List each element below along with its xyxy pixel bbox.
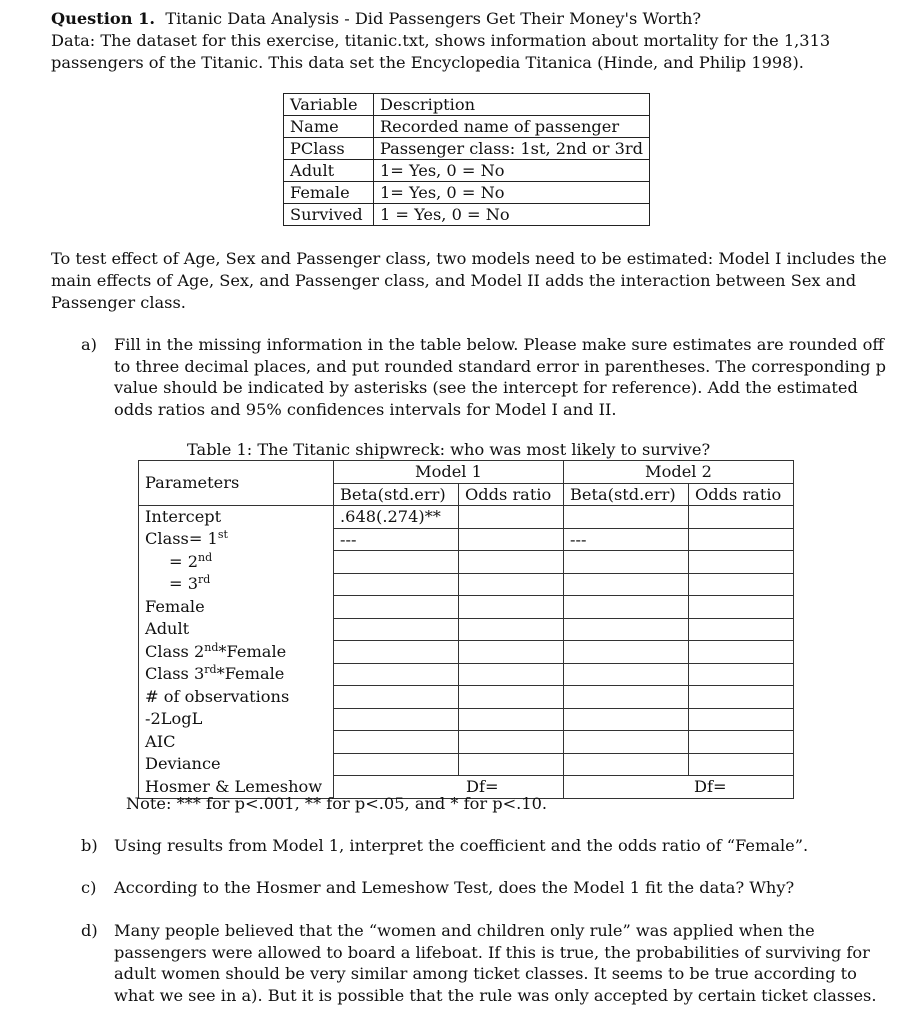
variable-cell: Survived bbox=[284, 204, 374, 226]
variable-cell: PClass bbox=[284, 138, 374, 160]
part-d-label: d) bbox=[81, 921, 98, 940]
model-2-beta-header: Beta(std.err) bbox=[564, 483, 689, 506]
deviance-label: Deviance bbox=[139, 753, 334, 776]
question-label: Question 1. bbox=[51, 9, 156, 28]
question-heading bbox=[51, 8, 701, 30]
female-label: Female bbox=[139, 596, 334, 619]
part-c-label: c) bbox=[81, 878, 97, 897]
empty-cell bbox=[334, 731, 459, 754]
empty-cell bbox=[564, 551, 689, 574]
class-3rd-label: = 3rd bbox=[139, 573, 334, 596]
intro-line-2: main effects of Age, Sex, and Passenger class, and Model II adds the interaction between Sex and bbox=[51, 271, 857, 290]
table-row bbox=[139, 641, 794, 664]
model-2-header: Model 2 bbox=[564, 461, 794, 484]
empty-cell bbox=[334, 596, 459, 619]
empty-cell bbox=[459, 506, 564, 529]
table-row bbox=[284, 116, 650, 138]
empty-cell bbox=[689, 573, 794, 596]
part-b-text: Using results from Model 1, interpret the coefficient and the odds ratio of “Female”. bbox=[114, 836, 809, 855]
table-row bbox=[139, 753, 794, 776]
table-caption: Table 1: The Titanic shipwreck: who was most likely to survive? bbox=[187, 440, 711, 459]
table-row bbox=[139, 686, 794, 709]
empty-cell bbox=[689, 731, 794, 754]
table-row bbox=[284, 204, 650, 226]
table-row bbox=[284, 160, 650, 182]
table-row bbox=[139, 663, 794, 686]
variable-table bbox=[283, 93, 650, 226]
empty-cell bbox=[564, 753, 689, 776]
empty-cell bbox=[689, 686, 794, 709]
empty-cell bbox=[689, 551, 794, 574]
table-row bbox=[139, 551, 794, 574]
empty-cell bbox=[334, 641, 459, 664]
variable-table-header bbox=[284, 94, 650, 116]
hl-m1-df: Df= bbox=[334, 776, 564, 799]
description-cell: 1= Yes, 0 = No bbox=[373, 182, 649, 204]
table-row bbox=[139, 596, 794, 619]
class2-female-label: Class 2nd*Female bbox=[139, 641, 334, 664]
intercept-label: Intercept bbox=[139, 506, 334, 529]
table-row bbox=[139, 731, 794, 754]
empty-cell bbox=[334, 753, 459, 776]
results-table bbox=[138, 460, 794, 799]
empty-cell bbox=[689, 753, 794, 776]
empty-cell bbox=[564, 641, 689, 664]
class-1st-label: Class= 1st bbox=[139, 528, 334, 551]
empty-cell bbox=[689, 596, 794, 619]
model-2-odds-header: Odds ratio bbox=[689, 483, 794, 506]
table-row bbox=[139, 618, 794, 641]
empty-cell bbox=[564, 708, 689, 731]
empty-cell bbox=[459, 663, 564, 686]
variable-cell: Female bbox=[284, 182, 374, 204]
empty-cell bbox=[334, 573, 459, 596]
empty-cell bbox=[564, 686, 689, 709]
table-row bbox=[284, 182, 650, 204]
table-row bbox=[139, 506, 794, 529]
empty-cell bbox=[459, 641, 564, 664]
model-1-header: Model 1 bbox=[334, 461, 564, 484]
part-b-label: b) bbox=[81, 836, 98, 855]
description-header-cell: Description bbox=[373, 94, 649, 116]
empty-cell bbox=[564, 731, 689, 754]
empty-cell bbox=[459, 731, 564, 754]
part-a-label: a) bbox=[81, 335, 97, 354]
table-row bbox=[284, 138, 650, 160]
hl-label: Hosmer & Lemeshow bbox=[139, 776, 334, 799]
description-cell: 1= Yes, 0 = No bbox=[373, 160, 649, 182]
class-1st-m1-beta: --- bbox=[334, 528, 459, 551]
observations-label: # of observations bbox=[139, 686, 334, 709]
variable-cell: Name bbox=[284, 116, 374, 138]
hl-m2-df: Df= bbox=[564, 776, 794, 799]
table-row bbox=[139, 573, 794, 596]
empty-cell bbox=[334, 686, 459, 709]
intercept-m1-beta: .648(.274)** bbox=[334, 506, 459, 529]
empty-cell bbox=[564, 596, 689, 619]
data-line-2: passengers of the Titanic. This data set the Encyclopedia Titanica (Hinde, and Philip 1998). bbox=[51, 53, 804, 72]
empty-cell bbox=[689, 708, 794, 731]
empty-cell bbox=[689, 506, 794, 529]
variable-cell: Adult bbox=[284, 160, 374, 182]
empty-cell bbox=[334, 663, 459, 686]
part-c-text: According to the Hosmer and Lemeshow Test, does the Model 1 fit the data? Why? bbox=[114, 878, 795, 897]
empty-cell bbox=[459, 708, 564, 731]
question-title: Titanic Data Analysis - Did Passengers Get Their Money's Worth? bbox=[165, 9, 702, 28]
model-1-beta-header: Beta(std.err) bbox=[334, 483, 459, 506]
description-cell: Recorded name of passenger bbox=[373, 116, 649, 138]
empty-cell bbox=[334, 618, 459, 641]
part-d-line-4: what we see in a). But it is possible that the rule was only accepted by certain ticket classes. bbox=[114, 986, 877, 1005]
empty-cell bbox=[459, 618, 564, 641]
adult-label: Adult bbox=[139, 618, 334, 641]
part-a-line-2: to three decimal places, and put rounded standard error in parentheses. The corresponding p bbox=[114, 357, 886, 376]
part-d-line-1: Many people believed that the “women and children only rule” was applied when the bbox=[114, 921, 815, 940]
description-cell: Passenger class: 1st, 2nd or 3rd bbox=[373, 138, 649, 160]
empty-cell bbox=[459, 573, 564, 596]
table-row bbox=[139, 708, 794, 731]
data-line-1: Data: The dataset for this exercise, titanic.txt, shows information about mortality for the 1,313 bbox=[51, 31, 831, 50]
empty-cell bbox=[689, 528, 794, 551]
table-header-row bbox=[139, 461, 794, 484]
part-d-line-3: adult women should be very similar among ticket classes. It seems to be true according to bbox=[114, 964, 857, 983]
empty-cell bbox=[564, 618, 689, 641]
part-a-line-4: odds ratios and 95% confidences intervals for Model I and II. bbox=[114, 400, 617, 419]
part-d-line-2: passengers were allowed to board a lifeboat. If this is true, the probabilities of surviving for bbox=[114, 943, 870, 962]
empty-cell bbox=[459, 686, 564, 709]
empty-cell bbox=[689, 663, 794, 686]
table-note: Note: *** for p<.001, ** for p<.05, and * for p<.10. bbox=[126, 794, 548, 813]
intro-line-1: To test effect of Age, Sex and Passenger class, two models need to be estimated: Model I includes the bbox=[51, 249, 887, 268]
empty-cell bbox=[564, 663, 689, 686]
table-row bbox=[139, 528, 794, 551]
empty-cell bbox=[689, 641, 794, 664]
part-a-line-3: value should be indicated by asterisks (see the intercept for reference). Add the estimated bbox=[114, 378, 858, 397]
empty-cell bbox=[564, 506, 689, 529]
variable-header-cell: Variable bbox=[284, 94, 374, 116]
parameters-header: Parameters bbox=[139, 461, 334, 506]
description-cell: 1 = Yes, 0 = No bbox=[373, 204, 649, 226]
class-1st-m2-beta: --- bbox=[564, 528, 689, 551]
aic-label: AIC bbox=[139, 731, 334, 754]
part-a-line-1: Fill in the missing information in the table below. Please make sure estimates are rounded off bbox=[114, 335, 884, 354]
empty-cell bbox=[459, 753, 564, 776]
empty-cell bbox=[334, 551, 459, 574]
empty-cell bbox=[459, 551, 564, 574]
empty-cell bbox=[334, 708, 459, 731]
class-2nd-label: = 2nd bbox=[139, 551, 334, 574]
model-1-odds-header: Odds ratio bbox=[459, 483, 564, 506]
class3-female-label: Class 3rd*Female bbox=[139, 663, 334, 686]
empty-cell bbox=[459, 596, 564, 619]
loglik-label: -2LogL bbox=[139, 708, 334, 731]
empty-cell bbox=[564, 573, 689, 596]
intro-line-3: Passenger class. bbox=[51, 293, 186, 312]
empty-cell bbox=[689, 618, 794, 641]
empty-cell bbox=[459, 528, 564, 551]
